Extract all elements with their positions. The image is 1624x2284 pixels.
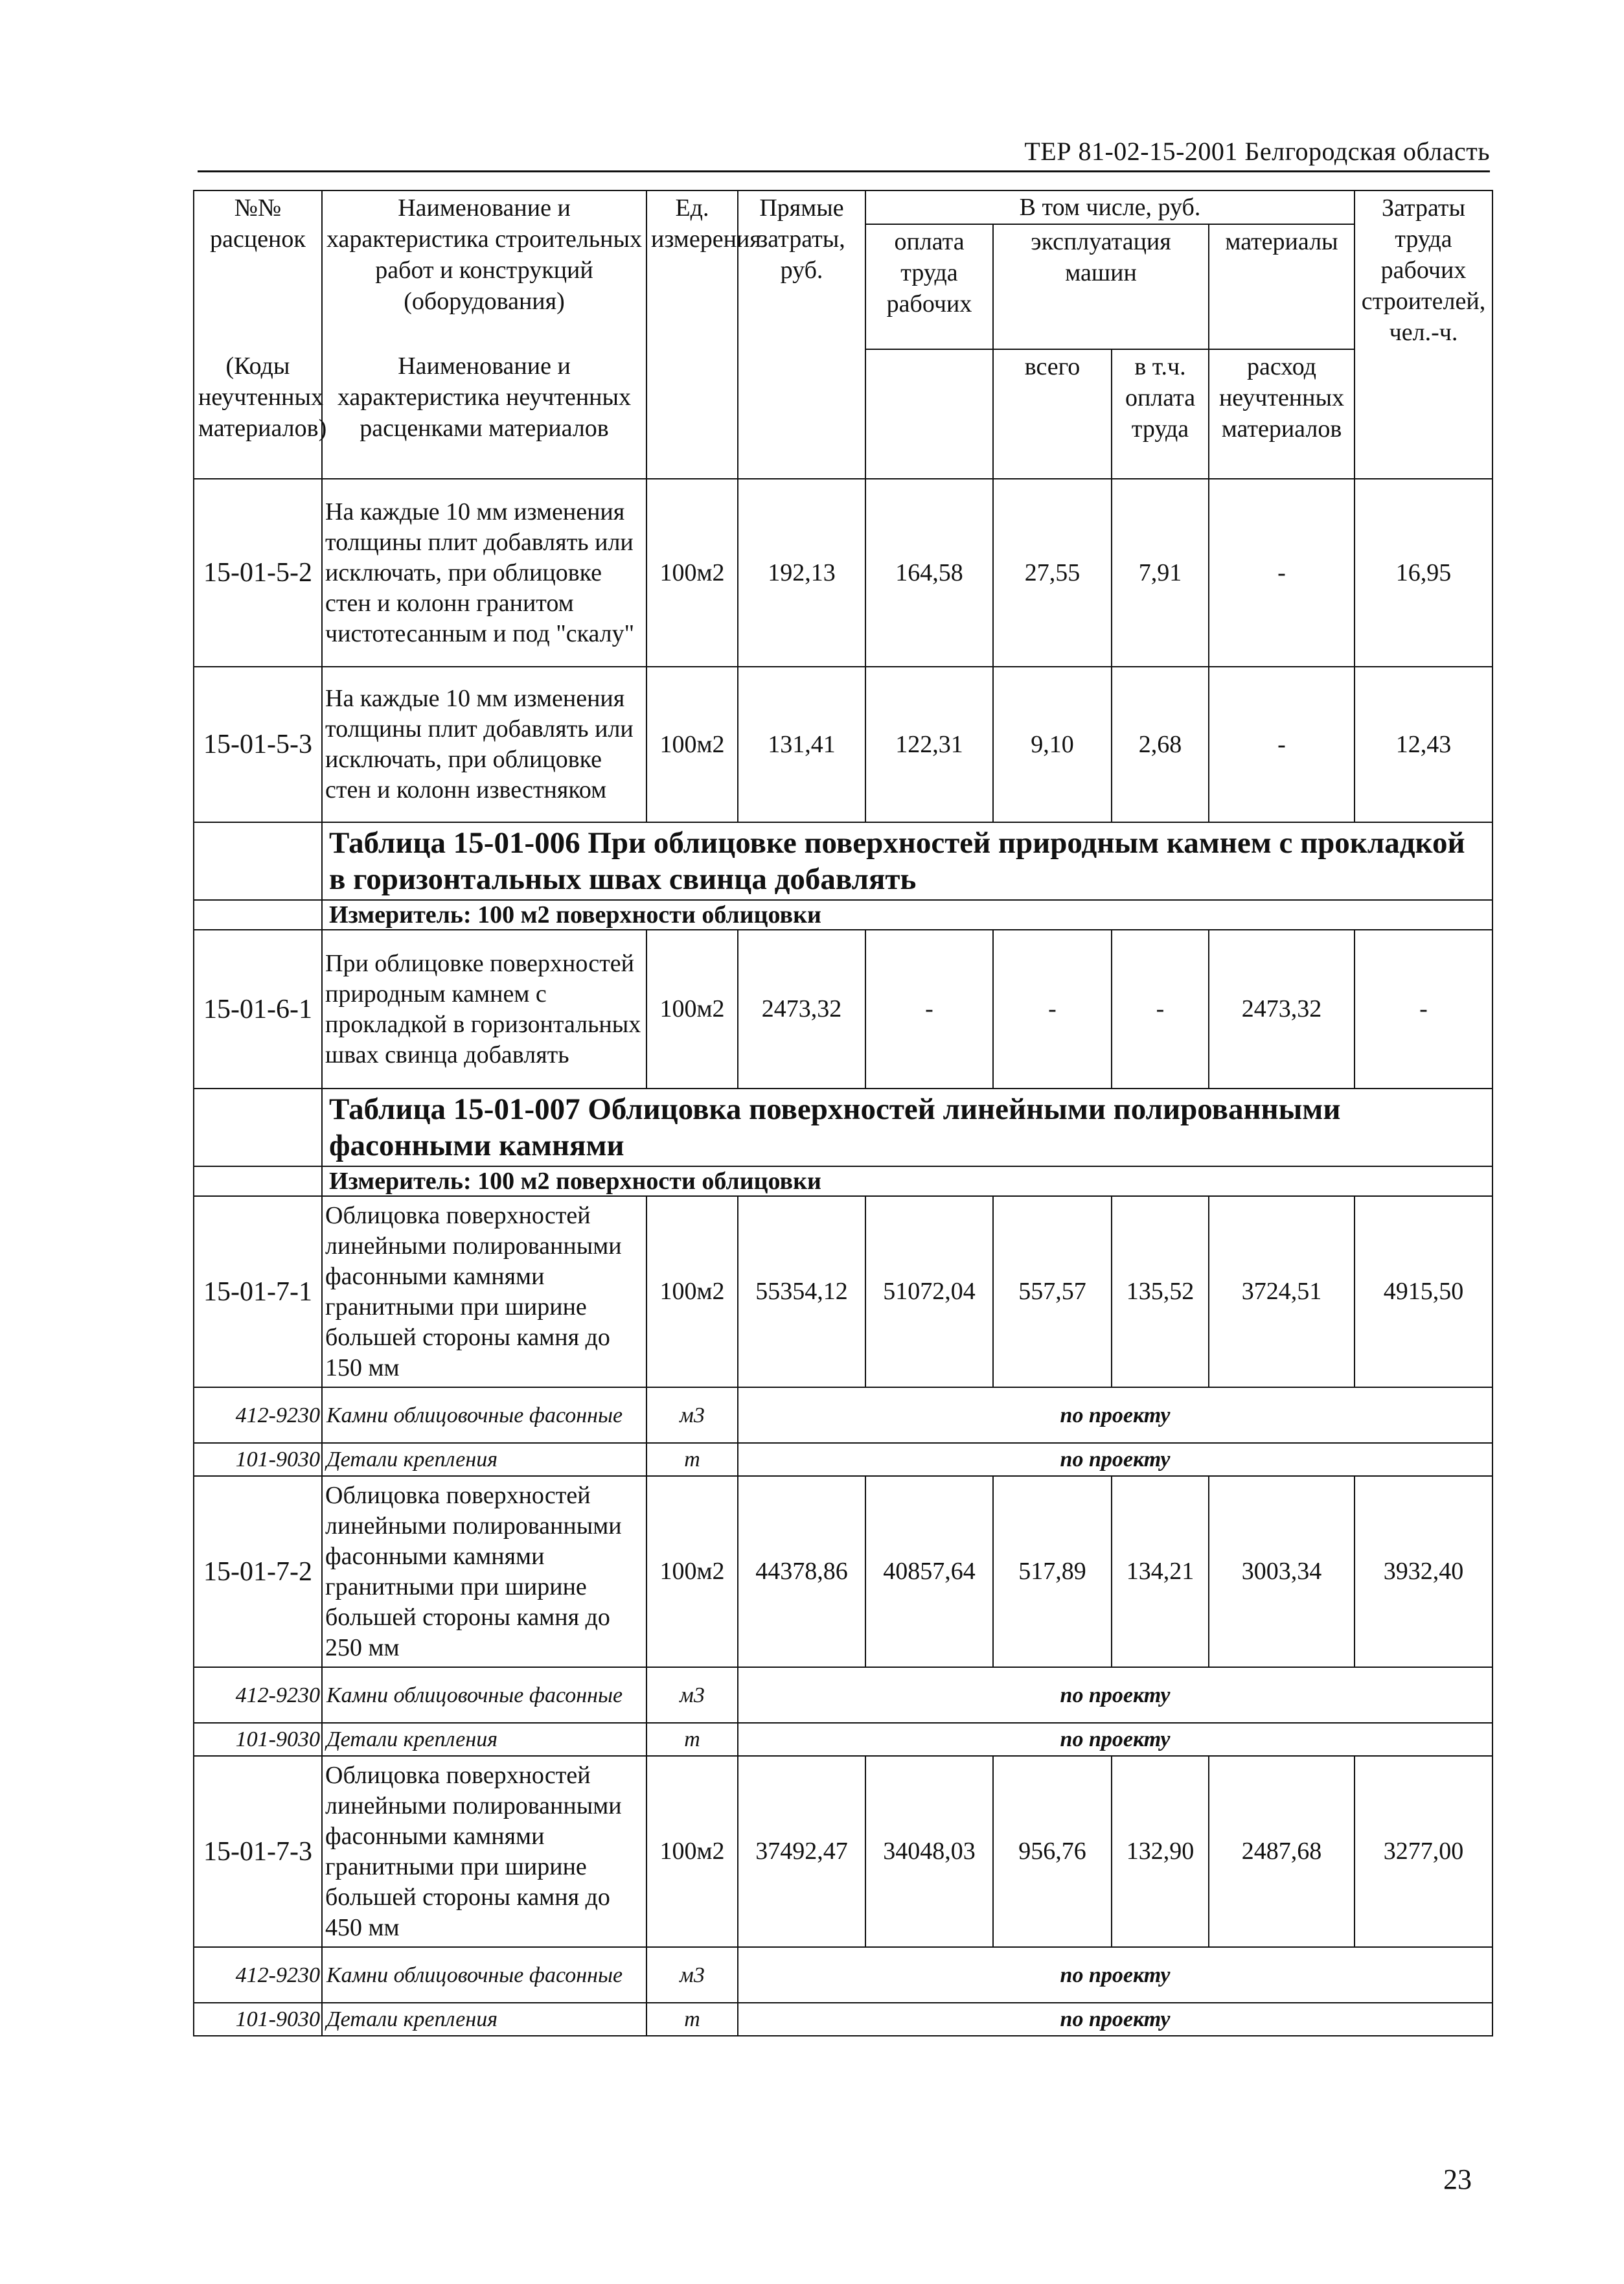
material-row [194,2003,1492,2036]
row-machines: - [993,930,1112,1089]
row-unit: 100м2 [646,1756,738,1947]
row-labor-pay: 122,31 [865,667,993,822]
row-code: 15-01-7-2 [194,1476,322,1667]
row-direct: 37492,47 [738,1756,865,1947]
material-row [194,1443,1492,1476]
header-machines: эксплуатация машин [993,224,1209,349]
row-code: 15-01-6-1 [194,930,322,1089]
material-note: по проекту [738,1443,1492,1476]
row-name: На каждые 10 мм изменения толщины плит добавлять или исключать, при облицовке стен и колонн известняком [322,667,646,822]
material-name: Детали крепления [322,2003,646,2036]
header-including: В том числе, руб. [865,190,1355,224]
row-unit: 100м2 [646,1476,738,1667]
table-row [194,479,1492,667]
document-title: ТЕР 81-02-15-2001 Белгородская область [1024,137,1490,166]
row-machines: 557,57 [993,1196,1112,1387]
subheader-total: всего [993,349,1112,479]
material-row [194,1667,1492,1723]
header-code: №№ расценок [194,190,322,349]
row-labor-pay: 51072,04 [865,1196,993,1387]
row-name: При облицовке поверхностей природным камнем с прокладкой в горизонтальных швах свинца добавлять [322,930,646,1089]
row-direct: 192,13 [738,479,865,667]
row-labor-pay: 40857,64 [865,1476,993,1667]
header-unit: Ед. измерения [646,190,738,349]
material-code: 101-9030 [194,1723,322,1756]
row-unit: 100м2 [646,930,738,1089]
material-note: по проекту [738,1947,1492,2003]
material-row [194,1723,1492,1756]
row-labor: 3277,00 [1355,1756,1492,1947]
section-title: Таблица 15-01-007 Облицовка поверхностей линейными полированными фасонными камнями [322,1089,1492,1166]
row-name: На каждые 10 мм изменения толщины плит добавлять или исключать, при облицовке стен и колонн гранитом чистотесанным и под "скалу" [322,479,646,667]
material-name: Детали крепления [322,1443,646,1476]
material-note: по проекту [738,1723,1492,1756]
material-row [194,1387,1492,1443]
material-unit: м3 [646,1387,738,1443]
running-header [198,133,1490,172]
row-name: Облицовка поверхностей линейными полированными фасонными камнями гранитными при ширине большей стороны камня до 150 мм [322,1196,646,1387]
row-direct: 55354,12 [738,1196,865,1387]
header-direct-costs: Прямые затраты, руб. [738,190,865,349]
material-unit: т [646,2003,738,2036]
row-unit: 100м2 [646,667,738,822]
row-code: 15-01-7-1 [194,1196,322,1387]
subheader-material-names: Наименование и характеристика неучтенных расценками материалов [322,349,646,479]
material-unit: т [646,1723,738,1756]
table-row [194,930,1492,1089]
row-labor: 12,43 [1355,667,1492,822]
section-measure: Измеритель: 100 м2 поверхности облицовки [322,1166,1492,1196]
row-direct: 2473,32 [738,930,865,1089]
row-materials: - [1209,667,1355,822]
row-direct: 131,41 [738,667,865,822]
row-labor: 4915,50 [1355,1196,1492,1387]
subheader-material-codes: (Коды неучтенных материалов) [194,349,322,479]
row-labor: 3932,40 [1355,1476,1492,1667]
row-machines-pay: 2,68 [1112,667,1209,822]
subheader-unaccounted: расход неучтенных материалов [1209,349,1355,479]
material-name: Камни облицовочные фасонные [322,1947,646,2003]
header-labor-cost: Затраты труда рабочих строителей, чел.-ч. [1355,190,1492,349]
row-direct: 44378,86 [738,1476,865,1667]
material-name: Камни облицовочные фасонные [322,1667,646,1723]
row-labor-pay: - [865,930,993,1089]
row-machines: 517,89 [993,1476,1112,1667]
section-measure: Измеритель: 100 м2 поверхности облицовки [322,900,1492,930]
row-machines-pay: - [1112,930,1209,1089]
header-labor-pay: оплата труда рабочих [865,224,993,349]
row-machines-pay: 132,90 [1112,1756,1209,1947]
row-machines-pay: 135,52 [1112,1196,1209,1387]
material-name: Камни облицовочные фасонные [322,1387,646,1443]
row-materials: 2487,68 [1209,1756,1355,1947]
row-code: 15-01-5-2 [194,479,322,667]
row-labor-pay: 164,58 [865,479,993,667]
row-labor-pay: 34048,03 [865,1756,993,1947]
material-row [194,1947,1492,2003]
material-unit: т [646,1443,738,1476]
price-table [193,190,1493,2036]
material-code: 412-9230 [194,1387,322,1443]
row-materials: 3003,34 [1209,1476,1355,1667]
material-unit: м3 [646,1667,738,1723]
row-unit: 100м2 [646,479,738,667]
header-materials: материалы [1209,224,1355,349]
material-code: 101-9030 [194,2003,322,2036]
row-machines: 9,10 [993,667,1112,822]
material-code: 412-9230 [194,1947,322,2003]
row-name: Облицовка поверхностей линейными полированными фасонными камнями гранитными при ширине большей стороны камня до 450 мм [322,1756,646,1947]
table-row [194,667,1492,822]
row-code: 15-01-7-3 [194,1756,322,1947]
material-code: 412-9230 [194,1667,322,1723]
row-unit: 100м2 [646,1196,738,1387]
subheader-incl-pay: в т.ч. оплата труда [1112,349,1209,479]
material-name: Детали крепления [322,1723,646,1756]
material-note: по проекту [738,2003,1492,2036]
material-unit: м3 [646,1947,738,2003]
row-machines: 27,55 [993,479,1112,667]
row-name: Облицовка поверхностей линейными полированными фасонными камнями гранитными при ширине большей стороны камня до 250 мм [322,1476,646,1667]
page-number: 23 [1443,2163,1472,2195]
row-code: 15-01-5-3 [194,667,322,822]
material-note: по проекту [738,1387,1492,1443]
material-note: по проекту [738,1667,1492,1723]
material-code: 101-9030 [194,1443,322,1476]
row-labor: 16,95 [1355,479,1492,667]
row-machines-pay: 134,21 [1112,1476,1209,1667]
header-name: Наименование и характеристика строительных работ и конструкций (оборудования) [322,190,646,349]
table-row [194,1476,1492,1667]
table-row [194,1196,1492,1387]
section-title: Таблица 15-01-006 При облицовке поверхностей природным камнем с прокладкой в горизонтальных швах свинца добавлять [322,822,1492,900]
row-labor: - [1355,930,1492,1089]
table-row [194,1756,1492,1947]
row-materials: - [1209,479,1355,667]
row-machines: 956,76 [993,1756,1112,1947]
row-materials: 3724,51 [1209,1196,1355,1387]
row-machines-pay: 7,91 [1112,479,1209,667]
row-materials: 2473,32 [1209,930,1355,1089]
